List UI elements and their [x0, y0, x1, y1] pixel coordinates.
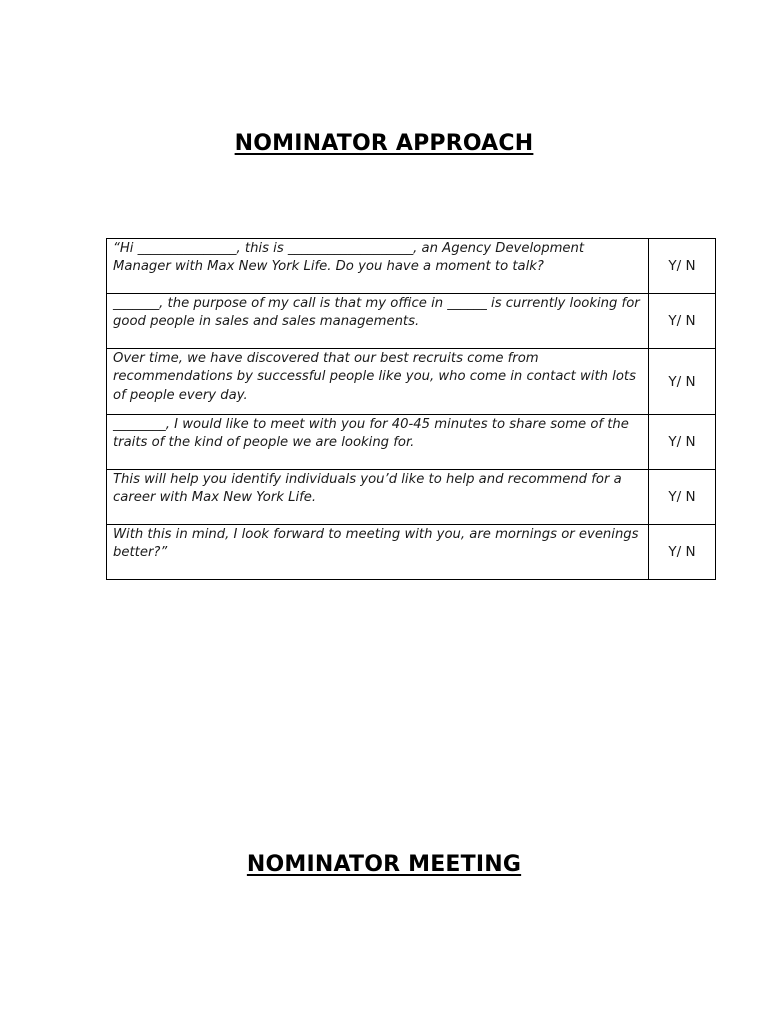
yes-no-response: Y/ N: [649, 239, 716, 294]
yes-no-response: Y/ N: [649, 415, 716, 470]
script-line-text: With this in mind, I look forward to meeting with you, are mornings or evenings better?”: [107, 525, 649, 580]
yes-no-response: Y/ N: [649, 525, 716, 580]
call-script-table: [106, 238, 716, 580]
script-line-text: _______, the purpose of my call is that my office in ______ is currently looking for good people in sales and sales managements.: [107, 294, 649, 349]
script-row: [107, 415, 716, 470]
script-line-text: ________, I would like to meet with you for 40-45 minutes to share some of the traits of the kind of people we are looking for.: [107, 415, 649, 470]
section-title-nominator-approach: NOMINATOR APPROACH: [234, 131, 534, 156]
script-row: [107, 470, 716, 525]
script-row: [107, 239, 716, 294]
script-row: [107, 294, 716, 349]
yes-no-response: Y/ N: [649, 349, 716, 415]
yes-no-response: Y/ N: [649, 470, 716, 525]
script-line-text: This will help you identify individuals you’d like to help and recommend for a career with Max New York Life.: [107, 470, 649, 525]
yes-no-response: Y/ N: [649, 294, 716, 349]
section-title-nominator-meeting: NOMINATOR MEETING: [246, 852, 522, 877]
script-row: [107, 349, 716, 415]
script-line-text: Over time, we have discovered that our best recruits come from recommendations by successful people like you, who come in contact with lots of people every day.: [107, 349, 649, 415]
script-line-text: “Hi _______________, this is ___________________, an Agency Development Manager with Max New York Life. Do you have a moment to talk?: [107, 239, 649, 294]
script-row: [107, 525, 716, 580]
